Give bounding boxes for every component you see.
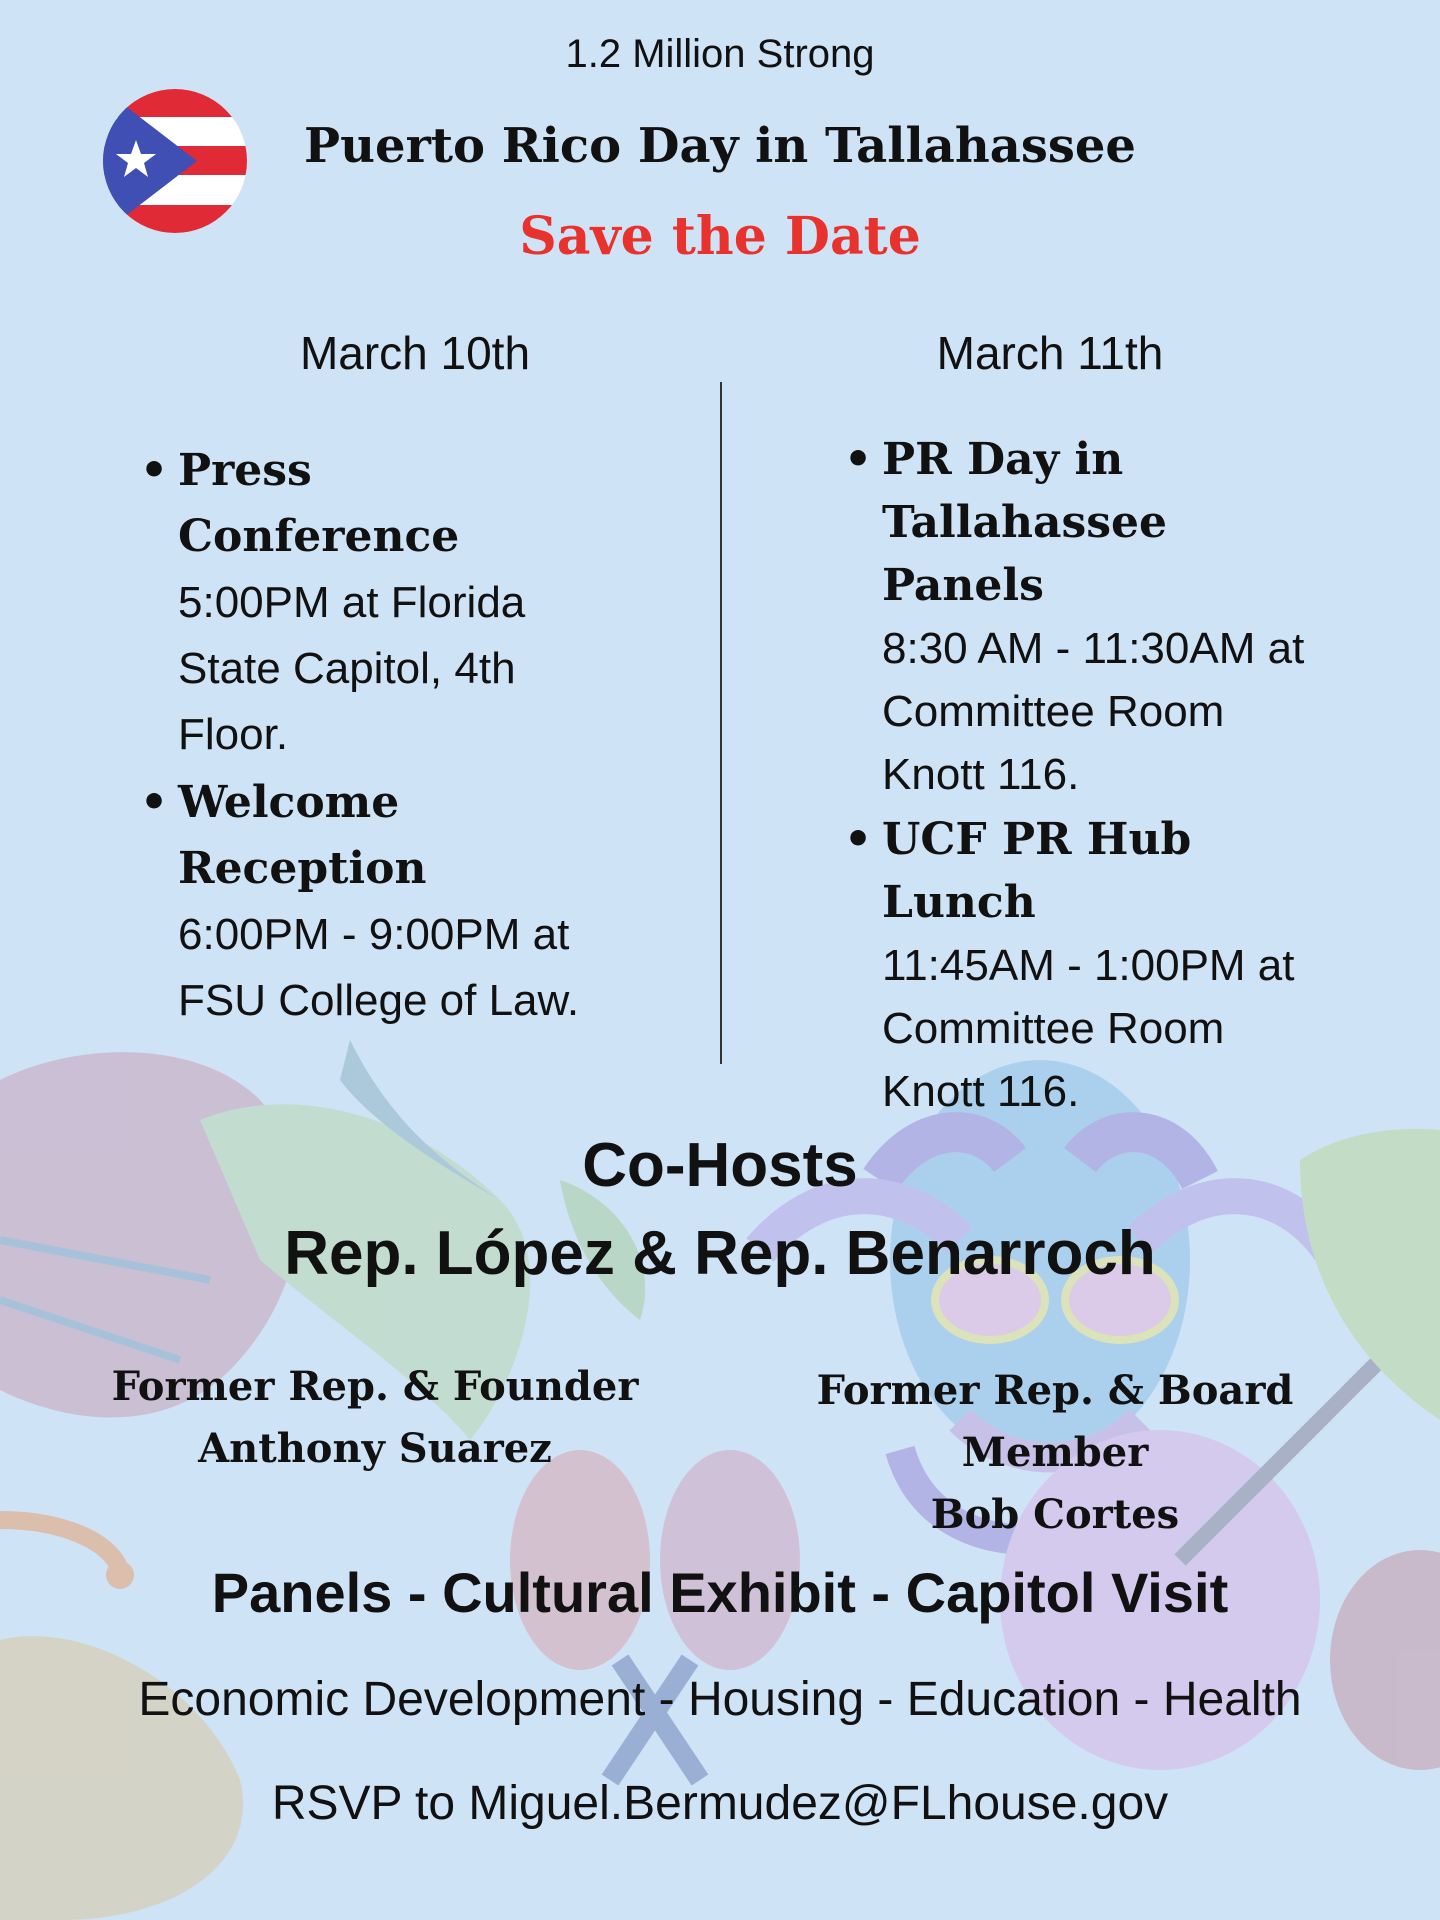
event-details: 5:00PM at Florida State Capitol, 4th Floor.: [178, 578, 526, 759]
bullet: •: [844, 434, 873, 485]
event-title: Puerto Rico Day in Tallahassee: [304, 118, 1136, 174]
event-welcome-reception: [140, 770, 638, 1034]
event-details: 6:00PM - 9:00PM at FSU College of Law.: [178, 910, 580, 1025]
guest-block-2: [730, 1360, 1380, 1546]
cohosts-names: Rep. López & Rep. Benarroch: [284, 1219, 1156, 1288]
event-pr-day-panels: [844, 428, 1322, 806]
event-details: 11:45AM - 1:00PM at Committee Room Knott 116.: [882, 941, 1295, 1116]
guest-name: Bob Cortes: [930, 1491, 1180, 1538]
event-name: UCF PR Hub Lunch: [882, 814, 1192, 928]
guest-block-1: [110, 1356, 640, 1480]
event-name: Welcome Reception: [178, 777, 427, 894]
cohosts-heading: Co-Hosts: [582, 1131, 858, 1200]
day-date-march-10: March 10th: [299, 327, 531, 379]
guest-name: Anthony Suarez: [198, 1425, 552, 1472]
event-name: Press Conference: [178, 445, 460, 562]
activities-line: Panels - Cultural Exhibit - Capitol Visit: [211, 1561, 1229, 1624]
event-name: PR Day in Tallahassee Panels: [882, 434, 1168, 611]
save-the-date: Save the Date: [519, 206, 921, 267]
rsvp-line: RSVP to Miguel.Bermudez@FLhouse.gov: [271, 1777, 1169, 1830]
day-date-march-11: March 11th: [936, 327, 1164, 379]
tagline: 1.2 Million Strong: [565, 32, 875, 76]
bullet: •: [140, 445, 169, 496]
guest-role: Former Rep. & Board Member: [816, 1367, 1294, 1476]
event-ucf-pr-hub-lunch: [844, 808, 1322, 1123]
guest-role: Former Rep. & Founder: [111, 1363, 639, 1410]
event-press-conference: [140, 438, 608, 768]
topics-line: Economic Development - Housing - Education - Health: [138, 1673, 1302, 1726]
bullet: •: [140, 777, 169, 828]
column-divider: [720, 382, 722, 1064]
bullet: •: [844, 814, 873, 865]
event-details: 8:30 AM - 11:30AM at Committee Room Knott 116.: [882, 624, 1305, 799]
